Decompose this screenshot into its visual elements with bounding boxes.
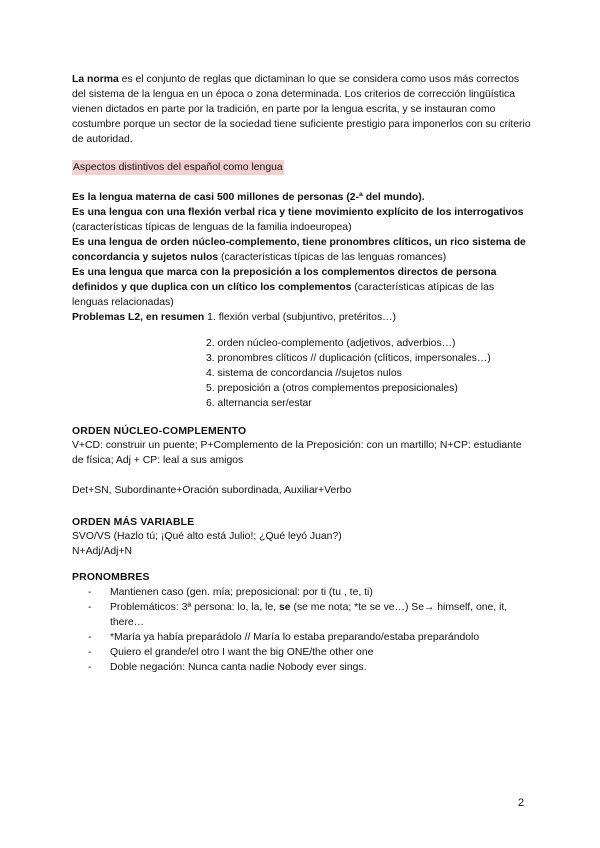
section-title-variable: ORDEN MÁS VARIABLE	[72, 517, 195, 528]
list-item-text	[110, 630, 538, 645]
aspect-item	[72, 235, 532, 265]
aspect-note: (características típicas de lenguas de la familia indoeuropea)	[72, 222, 352, 233]
problems-label: Problemas L2, en resumen	[72, 312, 205, 323]
list-item-text	[110, 645, 538, 660]
list-item-part: Quiero el grande/el otro I want the big ONE/the other one	[110, 647, 374, 658]
intro-text: es el conjunto de reglas que dictaminan lo que se considera como usos más correctos del sistema de la lengua en un época o zona determinada. Los criterios de corrección lingüística vienen dictados en parte por la tradición, en parte por la lengua escrita, y se instauran como costumbre porque un sector de la sociedad tiene suficiente prestigio para imponerlos con su criterio de autoridad.	[72, 74, 531, 145]
section2-line1: SVO/VS (Hazlo tú; ¡Qué alto está Julio!; ¿Qué leyó Juan?)	[72, 531, 342, 542]
aspect-item	[72, 205, 532, 235]
aspect-item	[72, 265, 532, 310]
bullet-dash: -	[88, 662, 92, 673]
intro-paragraph	[72, 72, 532, 147]
list-item-text	[110, 660, 538, 675]
bullet-dash: -	[88, 587, 92, 598]
intro-term: La norma	[72, 74, 119, 85]
list-item-part: (se me nota; *te se ve…) Se→ himself, one, it, there…	[110, 602, 508, 628]
list-item-bold: se	[279, 602, 291, 613]
aspect-note: (características típicas de las lenguas romances)	[218, 252, 447, 263]
list-item-text	[110, 600, 538, 630]
page-number: 2	[518, 797, 525, 809]
list-item-part: Problemáticos: 3ª persona: lo, la, le,	[110, 602, 280, 613]
list-item	[88, 600, 538, 630]
list-item	[88, 645, 538, 660]
list-item	[88, 585, 538, 600]
problems-list	[206, 336, 491, 411]
bullet-dash: -	[88, 632, 92, 643]
aspects-block	[72, 190, 532, 325]
aspect-note: (características atípicas de las lenguas relacionadas)	[72, 282, 495, 308]
aspect-bold: Es una lengua de orden núcleo-complemento, tiene pronombres clíticos, un rico sistema de concordancia y sujetos nulos	[72, 237, 526, 263]
list-item-text	[110, 585, 538, 600]
section1-line2: Det+SN, Subordinante+Oración subordinada, Auxiliar+Verbo	[72, 485, 352, 496]
aspect-bold: Es una lengua que marca con la preposición a los complementos directos de persona definidos y que duplica con un clítico los complementos	[72, 267, 497, 293]
bullet-dash: -	[88, 602, 92, 613]
section2-lines	[72, 529, 532, 559]
problems-row	[72, 310, 532, 325]
aspect-bold: Es la lengua materna de casi 500 millones de personas (2-ª del mundo).	[72, 192, 425, 203]
aspect-item	[72, 190, 532, 205]
problem-item: 4. sistema de concordancia //sujetos nulos	[206, 368, 402, 379]
list-item-part: *María ya había preparádolo // María lo estaba preparando/estaba preparándolo	[110, 632, 480, 643]
section1-line1: V+CD: construir un puente; P+Complemento de la Preposición: con un martillo; N+CP: estudiante de física; Adj + CP: leal a sus amigos	[72, 440, 522, 466]
aspect-bold: Es una lengua con una flexión verbal rica y tiene movimiento explícito de los interrogativos	[72, 207, 524, 218]
problem-item: 6. alternancia ser/estar	[206, 398, 312, 409]
list-item-part: Doble negación: Nunca canta nadie Nobody ever sings.	[110, 662, 367, 673]
list-item	[88, 630, 538, 645]
section-title-pronombres: PRONOMBRES	[72, 572, 150, 583]
problem-item: 1. flexión verbal (subjuntivo, pretéritos…)	[207, 312, 396, 323]
list-item	[88, 660, 538, 675]
problem-item: 3. pronombres clíticos // duplicación (clíticos, impersonales…)	[206, 353, 491, 364]
bullet-dash: -	[88, 647, 92, 658]
problem-item: 5. preposición a (otros complementos preposicionales)	[206, 383, 458, 394]
highlighted-heading: Aspectos distintivos del español como lengua	[73, 162, 283, 173]
problem-item: 2. orden núcleo-complemento (adjetivos, adverbios…)	[206, 338, 456, 349]
section-title-nucleo: ORDEN NÚCLEO-COMPLEMENTO	[72, 426, 247, 437]
section2-line2: N+Adj/Adj+N	[72, 546, 133, 557]
pronombres-list	[88, 585, 538, 675]
list-item-part: Mantienen caso (gen. mía; preposicional: por ti (tu , te, ti)	[110, 587, 373, 598]
